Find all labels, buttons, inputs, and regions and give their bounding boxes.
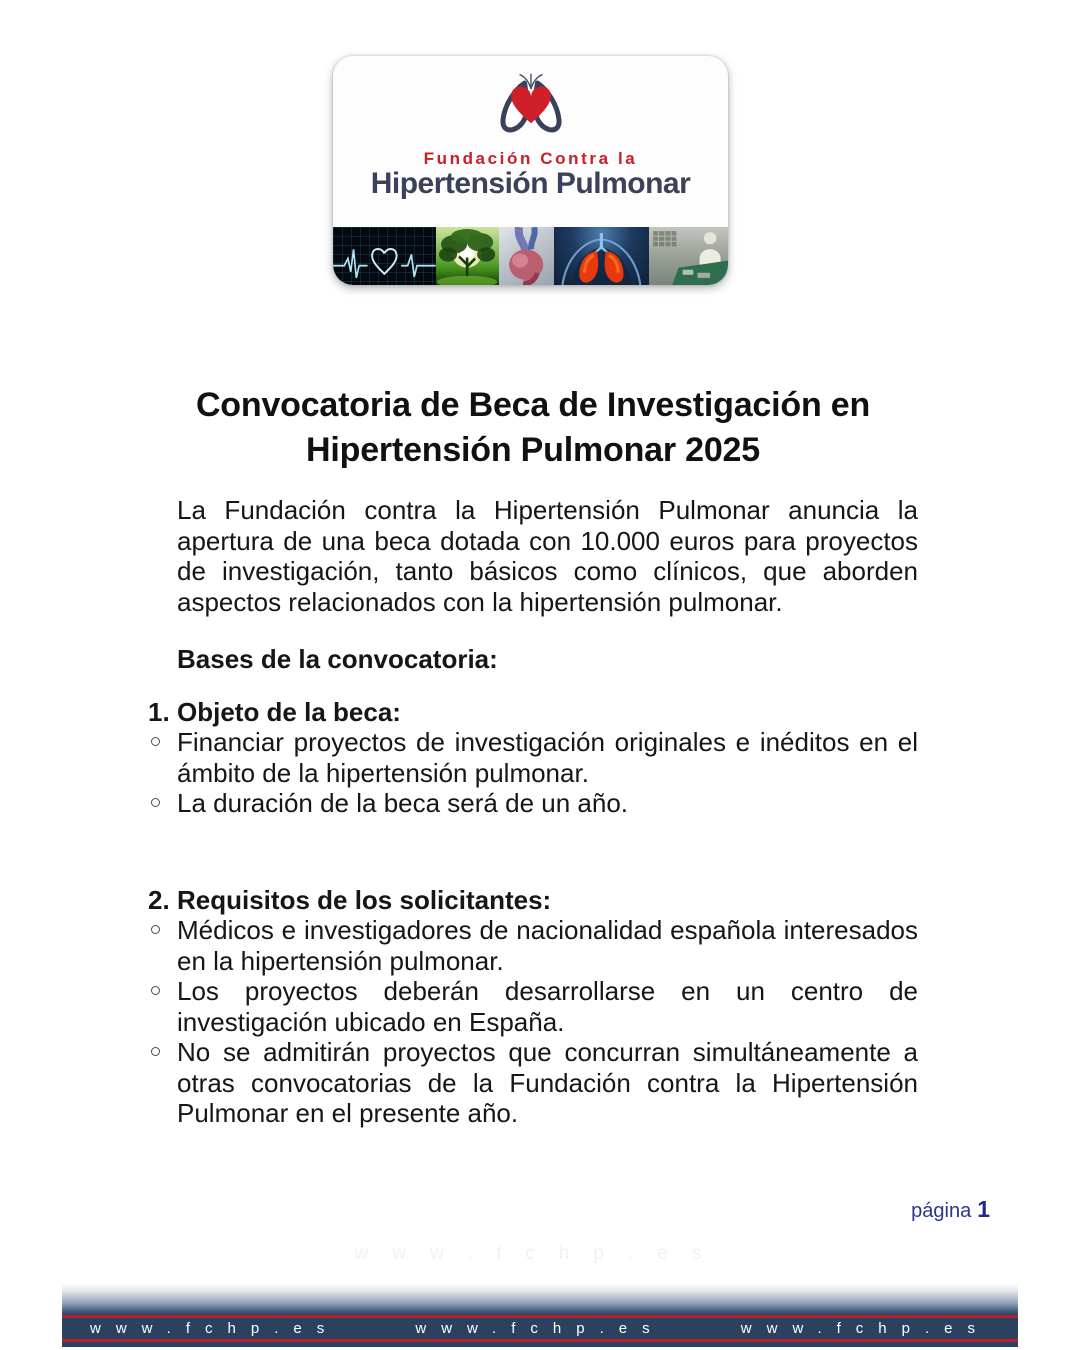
list-item: [148, 1037, 918, 1129]
section-1-title: Objeto de la beca:: [177, 696, 401, 727]
ghost-watermark-url: www.fchp.es: [354, 1243, 726, 1264]
foundation-logo-card: [333, 56, 728, 285]
section-2-title: Requisitos de los solicitantes:: [177, 884, 552, 915]
bullet-text: La duración de la beca será de un año.: [177, 788, 629, 818]
operating-room-image: [649, 227, 728, 285]
footer-base-strip: [62, 1342, 1018, 1347]
list-item: [148, 727, 918, 788]
foundation-name-bottom: Hipertensión Pulmonar: [370, 167, 691, 200]
bullet-circle-icon: [148, 1037, 177, 1129]
lungs-heart-logo-icon: [488, 70, 574, 142]
torso-with-lungs-image: [554, 227, 649, 285]
page-number: [911, 1196, 990, 1223]
footer-gradient: [62, 1282, 1018, 1315]
section-2-heading: [148, 885, 918, 916]
bullet-circle-icon: [148, 727, 177, 788]
medical-photo-banner: [333, 227, 728, 285]
bullet-circle-icon: [148, 788, 177, 819]
intro-paragraph: La Fundación contra la Hipertensión Pulmonar anuncia la apertura de una beca dotada con 10.000 euros para proyectos de investigación, tanto básicos como clínicos, que aborden aspectos relacionados con la hipertensión pulmonar.: [177, 495, 918, 617]
section-objeto: [148, 697, 918, 819]
footer-url: www.fchp.es: [740, 1320, 990, 1337]
tree-of-life-image: [436, 227, 499, 285]
list-item: [148, 915, 918, 976]
section-requisitos: [148, 885, 918, 1129]
bullet-circle-icon: [148, 976, 177, 1037]
footer-url: www.fchp.es: [90, 1320, 340, 1337]
bases-heading: Bases de la convocatoria:: [177, 644, 498, 674]
page-number-value: 1: [977, 1196, 990, 1222]
page-title-line2: Hipertensión Pulmonar 2025: [306, 431, 760, 469]
bullet-text: No se admitirán proyectos que concurran simultáneamente a otras convocatorias de la Fundación contra la Hipertensión Pulmonar en el presente año.: [177, 1037, 918, 1128]
page-title-line1: Convocatoria de Beca de Investigación en: [195, 386, 871, 424]
bullet-text: Los proyectos deberán desarrollarse en un centro de investigación ubicado en España.: [177, 976, 918, 1037]
section-2-number: 2.: [148, 884, 170, 915]
section-1-heading: [148, 697, 918, 728]
foundation-name-top: Fundación Contra la: [423, 149, 638, 168]
footer-url-bar: [62, 1315, 1018, 1342]
list-item: [148, 788, 918, 819]
footer-band: [62, 1282, 1018, 1347]
document-body: [148, 383, 918, 1129]
bullet-text: Financiar proyectos de investigación originales e inéditos en el ámbito de la hipertensión pulmonar.: [177, 727, 918, 788]
section-1-number: 1.: [148, 696, 170, 727]
page-number-label: página: [911, 1200, 972, 1222]
bullet-text: Médicos e investigadores de nacionalidad española interesados en la hipertensión pulmonar.: [177, 915, 918, 976]
page-title: [148, 383, 918, 473]
anatomical-heart-image: [499, 227, 554, 285]
list-item: [148, 976, 918, 1037]
footer-url: www.fchp.es: [415, 1320, 665, 1337]
ecg-heartbeat-image: [333, 227, 436, 285]
logo-block: [333, 56, 728, 201]
bullet-circle-icon: [148, 915, 177, 976]
